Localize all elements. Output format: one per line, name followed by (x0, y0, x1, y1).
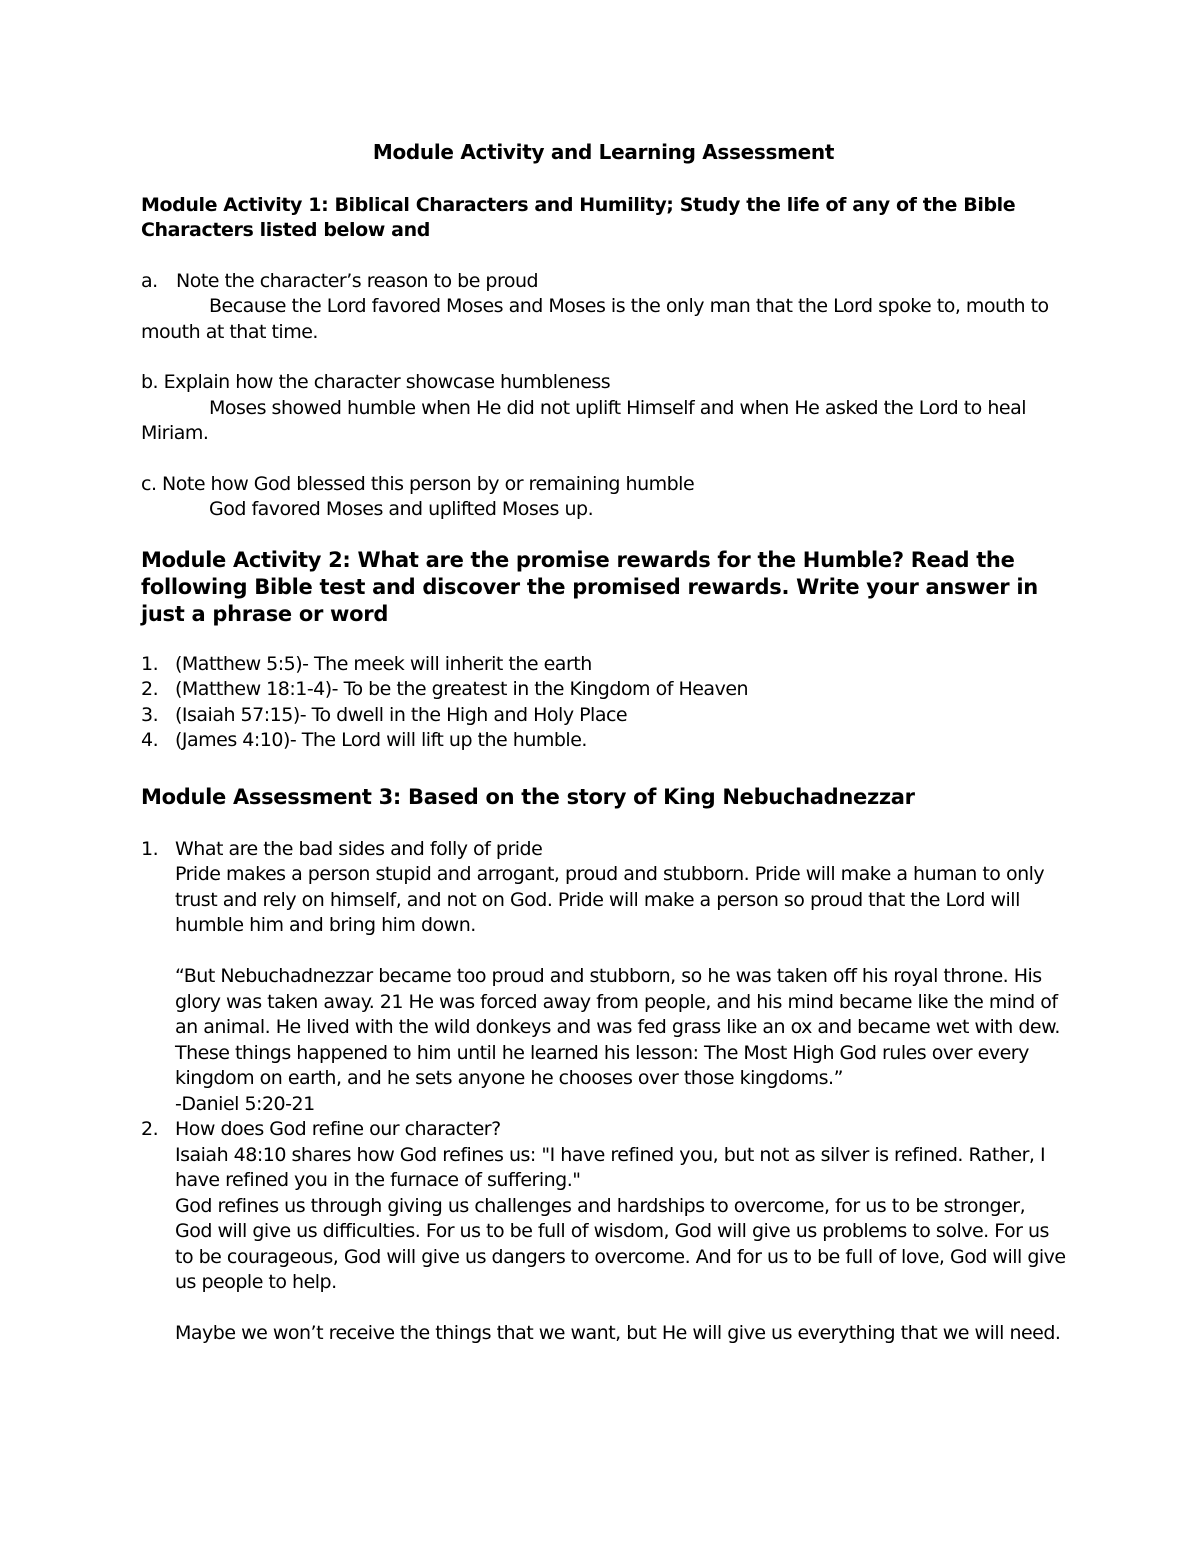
activity1-question-text: Note the character’s reason to be proud (176, 269, 539, 292)
activity1-answer-b (141, 396, 1066, 447)
assessment3-answer-1: Pride makes a person stupid and arrogant, proud and stubborn. Pride will make a human to only trust and rely on himself, and not on God. Pride will make a person so proud that the Lord will humble him and bring him down. (175, 863, 1045, 936)
spacer (175, 939, 1066, 965)
list-text: (Matthew 18:1-4)- To be the greatest in the Kingdom of Heaven (175, 678, 749, 700)
spacer (175, 1296, 1066, 1322)
assessment3-list (141, 837, 1066, 1347)
list-number: 1. (141, 837, 159, 860)
activity1-question-a (141, 269, 1066, 295)
document-title: Module Activity and Learning Assessment (372, 140, 835, 164)
activity1-answer-text: God favored Moses and uplifted Moses up. (209, 498, 594, 520)
activity1-question-b: b. Explain how the character showcase humbleness (141, 371, 611, 393)
document-page (141, 140, 1066, 1347)
activity1-item-b (141, 370, 1066, 447)
list-text: (James 4:10)- The Lord will lift up the humble. (175, 729, 587, 751)
activity1-answer-text: Moses showed humble when He did not uplift Himself and when He asked the Lord to heal Miriam. (141, 396, 1026, 444)
list-item (141, 728, 1066, 754)
assessment3-answer-2a: Isaiah 48:10 shares how God refines us: "I have refined you, but not as silver is refined. Rather, I have refined you in the furnace of suffering." (175, 1143, 1046, 1191)
activity1-heading: Module Activity 1: Biblical Characters and Humility; Study the life of any of the Bible Characters listed below and (141, 193, 1016, 241)
list-number: 4. (141, 729, 159, 751)
list-number: 3. (141, 703, 159, 726)
activity2-heading: Module Activity 2: What are the promise rewards for the Humble? Read the following Bible test and discover the promised rewards. Write your answer in just a phrase or word (141, 547, 1038, 626)
activity1-marker-a: a. (141, 269, 158, 292)
quote-citation: -Daniel 5:20-21 (175, 1092, 315, 1115)
list-item (141, 703, 1066, 729)
assessment3-heading: Module Assessment 3: Based on the story of King Nebuchadnezzar (141, 784, 915, 809)
activity2-list (141, 652, 1066, 754)
list-item (141, 677, 1066, 703)
assessment3-question-2: How does God refine our character? (175, 1118, 501, 1140)
bible-quote: “But Nebuchadnezzar became too proud and stubborn, so he was taken off his royal throne. His glory was taken away. 21 He was forced away from people, and his mind became like the mind of an animal. He lived with the wild donkeys and was fed grass like an ox and became wet with dew. These things happened to him until he learned his lesson: The Most High God rules over every kingdom on earth, and he sets anyone he chooses over those kingdoms.” (175, 965, 1060, 1089)
assessment3-answer-2c: Maybe we won’t receive the things that we want, but He will give us everything that we will need. (175, 1322, 1061, 1344)
assessment3-answer-2b: God refines us through giving us challenges and hardships to overcome, for us to be stronger, God will give us difficulties. For us to be full of wisdom, God will give us problems to solve. For us to be courageous, God will give us dangers to overcome. And for us to be full of love, God will give us people to help. (175, 1194, 1066, 1293)
list-item (141, 1117, 1066, 1347)
activity1-answer-text: Because the Lord favored Moses and Moses is the only man that the Lord spoke to, mouth to mouth at that time. (141, 295, 1049, 343)
activity1-item-c (141, 472, 1066, 523)
activity1-item-a (141, 269, 1066, 346)
list-text: (Isaiah 57:15)- To dwell in the High and Holy Place (175, 703, 628, 726)
list-item (141, 837, 1066, 1118)
assessment3-question-1: What are the bad sides and folly of pride (175, 837, 543, 860)
list-item (141, 652, 1066, 678)
activity1-answer-a (141, 294, 1066, 345)
activity1-answer-c (141, 497, 1066, 523)
list-number: 1. (141, 652, 159, 675)
list-number: 2. (141, 1118, 159, 1140)
list-number: 2. (141, 678, 159, 700)
list-text: (Matthew 5:5)- The meek will inherit the earth (175, 652, 592, 675)
activity1-question-c: c. Note how God blessed this person by or remaining humble (141, 472, 695, 495)
